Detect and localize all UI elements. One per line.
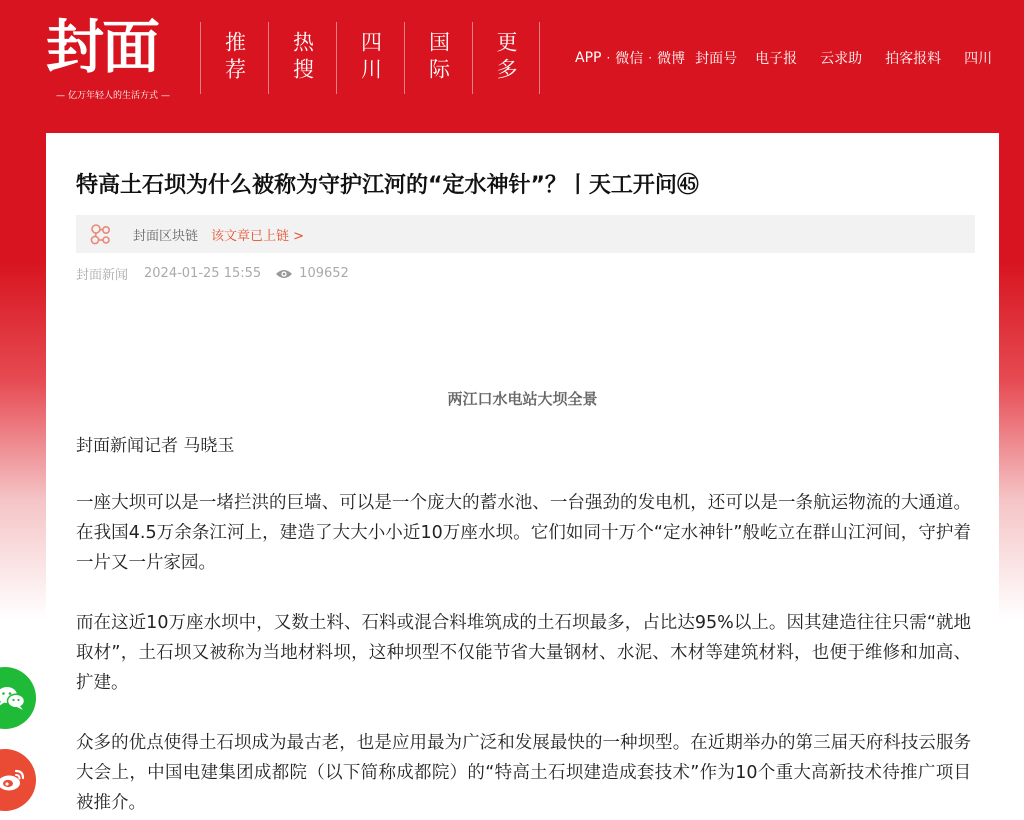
link-wechat[interactable]: 微信 bbox=[615, 51, 644, 67]
blockchain-bar bbox=[76, 215, 975, 253]
nav-more[interactable]: 更多 bbox=[472, 22, 540, 94]
link-fengmianhao[interactable]: 封面号 bbox=[695, 51, 738, 67]
site-header bbox=[0, 0, 1024, 130]
top-links bbox=[575, 48, 992, 68]
blockchain-link[interactable]: 该文章已上链 > bbox=[211, 228, 305, 244]
view-count: 109652 bbox=[299, 266, 349, 281]
blockchain-label: 封面区块链 bbox=[133, 228, 199, 244]
article-title: 特高土石坝为什么被称为守护江河的“定水神针”？丨天工开问㊺ bbox=[76, 173, 699, 198]
nav-sichuan[interactable]: 四川 bbox=[336, 22, 404, 94]
site-logo[interactable] bbox=[46, 14, 178, 104]
wechat-icon bbox=[0, 685, 26, 711]
article-paragraph: 而在这近10万座水坝中，又数土料、石料或混合料堆筑成的土石坝最多，占比达95%以上。因其建造往往只需“就地取材”，土石坝又被称为当地材料坝，这种坝型不仅能节省大量钢材、水泥、木材等建筑材料，也便于维修和加高、扩建。 bbox=[76, 613, 971, 693]
nav-recommend[interactable]: 推荐 bbox=[200, 22, 268, 94]
eye-icon bbox=[275, 268, 293, 280]
link-sichuan[interactable]: 四川 bbox=[964, 51, 993, 67]
link-paike[interactable]: 拍客报料 bbox=[885, 51, 942, 67]
article-meta bbox=[76, 264, 349, 283]
publish-time: 2024-01-25 15:55 bbox=[144, 266, 262, 281]
channel-nav bbox=[200, 22, 540, 94]
article-card bbox=[46, 133, 999, 820]
article-source: 封面新闻 bbox=[76, 268, 129, 283]
article-paragraph: 一座大坝可以是一堵拦洪的巨墙、可以是一个庞大的蓄水池、一台强劲的发电机，还可以是一条航运物流的大通道。在我国4.5万余条江河上，建造了大大小小近10万座水坝。它们如同十万个“定水神针”般屹立在群山江河间，守护着一片又一片家园。 bbox=[76, 493, 971, 573]
article-paragraph: 众多的优点使得土石坝成为最古老，也是应用最为广泛和发展最快的一种坝型。在近期举办的第三届天府科技云服务大会上，中国电建集团成都院（以下简称成都院）的“特高土石坝建造成套技术”作为10个重大高新技术待推广项目被推介。 bbox=[76, 733, 971, 813]
weibo-share-button[interactable] bbox=[0, 749, 36, 811]
separator-dot: · bbox=[606, 51, 611, 65]
logo-slogan: — 亿万年轻人的生活方式 — bbox=[48, 88, 178, 101]
blockchain-icon bbox=[88, 221, 114, 247]
byline: 封面新闻记者 马晓玉 bbox=[76, 436, 235, 456]
link-yunqiuzhu[interactable]: 云求助 bbox=[820, 51, 863, 67]
image-caption: 两江口水电站大坝全景 bbox=[447, 390, 598, 408]
nav-hot-search[interactable]: 热搜 bbox=[268, 22, 336, 94]
nav-international[interactable]: 国际 bbox=[404, 22, 472, 94]
separator-dot: · bbox=[648, 51, 653, 65]
weibo-icon bbox=[0, 767, 26, 793]
logo-text: 封面 bbox=[46, 13, 159, 81]
link-epaper[interactable]: 电子报 bbox=[755, 51, 798, 67]
wechat-share-button[interactable] bbox=[0, 667, 36, 729]
link-app[interactable]: APP bbox=[575, 50, 602, 66]
link-weibo[interactable]: 微博 bbox=[657, 51, 686, 67]
